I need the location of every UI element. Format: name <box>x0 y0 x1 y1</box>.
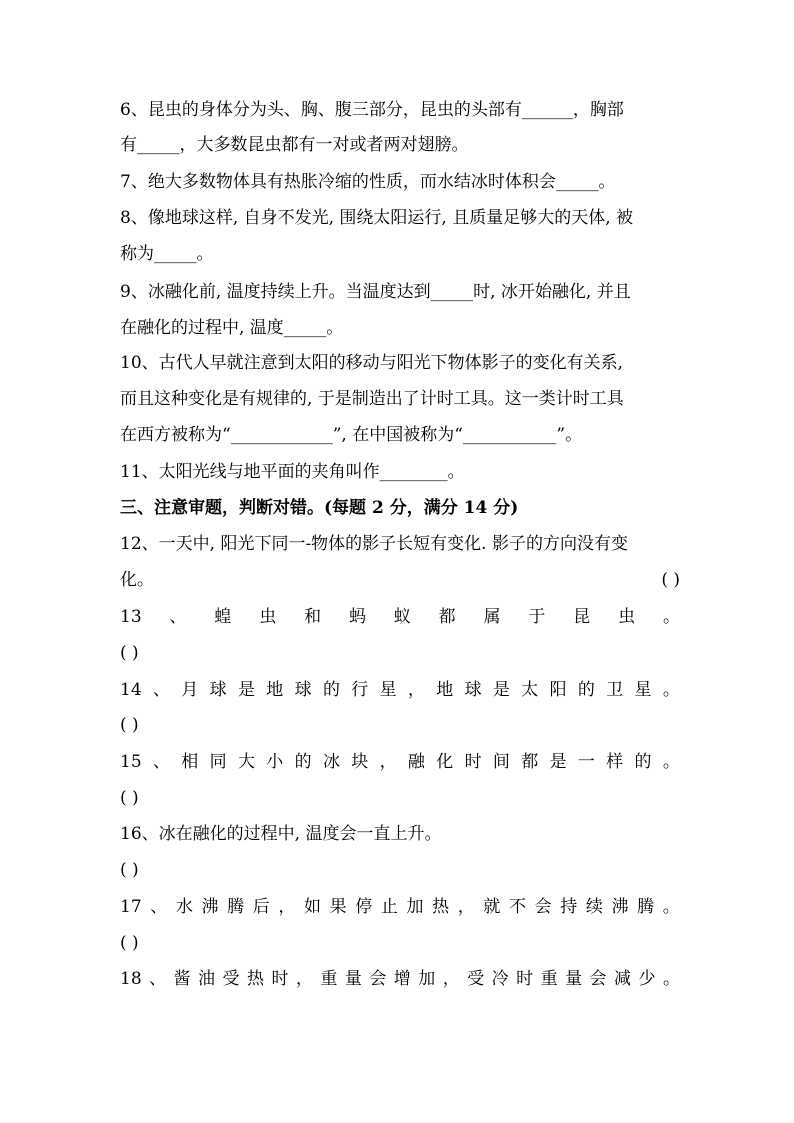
char: 化 <box>436 752 454 772</box>
char: 。 <box>662 969 680 989</box>
char: 持 <box>560 897 578 917</box>
char: 就 <box>483 897 501 917</box>
char: 不 <box>509 897 527 917</box>
char: 卫 <box>606 680 624 700</box>
char: 17 <box>120 897 142 917</box>
char: 蚁 <box>393 607 411 627</box>
char: 重 <box>540 969 558 989</box>
char: 如 <box>304 897 322 917</box>
char: 间 <box>492 752 510 772</box>
char: 。 <box>662 680 680 700</box>
question-9-line-1: 9、冰融化前, 温度持续上升。当温度达到_____时, 冰开始融化, 并且 <box>120 282 631 302</box>
char: 、 <box>149 969 167 989</box>
char: 水 <box>175 897 193 917</box>
answer-paren-12[interactable]: ( ) <box>661 570 680 590</box>
char: ， <box>278 897 296 917</box>
char: 时 <box>271 969 289 989</box>
question-10-line-1: 10、古代人早就注意到太阳的移动与阳光下物体影子的变化有关系, <box>120 353 624 373</box>
char: 受 <box>222 969 240 989</box>
char: 加 <box>418 969 436 989</box>
char: 续 <box>585 897 603 917</box>
char: ， <box>442 969 460 989</box>
answer-paren-17[interactable]: ( ) <box>120 933 139 953</box>
char: 和 <box>304 607 322 627</box>
char: 、 <box>169 607 187 627</box>
question-15 <box>120 750 680 774</box>
char: 后 <box>252 897 270 917</box>
char: 、 <box>152 752 170 772</box>
question-17 <box>120 895 680 919</box>
char: 大 <box>237 752 255 772</box>
char: 于 <box>528 607 546 627</box>
char: 小 <box>266 752 284 772</box>
char: 减 <box>614 969 632 989</box>
char: 样 <box>606 752 624 772</box>
char: 地 <box>266 680 284 700</box>
char: 时 <box>516 969 534 989</box>
char: 星 <box>634 680 652 700</box>
answer-paren-16[interactable]: ( ) <box>120 860 139 880</box>
char: 地 <box>436 680 454 700</box>
char: 腾 <box>637 897 655 917</box>
question-8-line-2: 称为_____。 <box>120 244 214 264</box>
char: 球 <box>294 680 312 700</box>
question-11: 11、太阳光线与地平面的夹角叫作________。 <box>120 462 465 482</box>
char: 14 <box>120 680 142 700</box>
char: 会 <box>369 969 387 989</box>
char: 都 <box>521 752 539 772</box>
char: 都 <box>438 607 456 627</box>
char: 13 <box>120 607 142 627</box>
char: 量 <box>344 969 362 989</box>
char: 果 <box>329 897 347 917</box>
char: 停 <box>355 897 373 917</box>
question-14 <box>120 678 680 702</box>
char: 融 <box>407 752 425 772</box>
char: 冰 <box>322 752 340 772</box>
char: ， <box>295 969 313 989</box>
char: 是 <box>492 680 510 700</box>
question-12-text: 化。 <box>120 570 154 590</box>
char: 球 <box>209 680 227 700</box>
char: 15 <box>120 752 142 772</box>
char: 重 <box>320 969 338 989</box>
char: 的 <box>577 680 595 700</box>
char: 、 <box>152 680 170 700</box>
section-three-heading: 三、注意审题，判断对错。(每题 2 分，满分 14 分) <box>120 498 519 518</box>
char: ， <box>379 752 397 772</box>
char: 止 <box>380 897 398 917</box>
char: 热 <box>246 969 264 989</box>
answer-paren-13[interactable]: ( ) <box>120 643 139 663</box>
char: 一 <box>577 752 595 772</box>
char: 少 <box>638 969 656 989</box>
char: 是 <box>237 680 255 700</box>
char: 相 <box>181 752 199 772</box>
question-18 <box>120 967 680 991</box>
question-12-line-1: 12、一天中, 阳光下同一-物体的影子长短有变化. 影子的方向没有变 <box>120 534 628 554</box>
char: 。 <box>662 607 680 627</box>
char: 酱 <box>173 969 191 989</box>
char: ， <box>457 897 475 917</box>
char: 阳 <box>549 680 567 700</box>
char: 沸 <box>611 897 629 917</box>
question-16: 16、冰在融化的过程中, 温度会一直上升。 <box>120 824 442 844</box>
char: 。 <box>662 752 680 772</box>
char: 块 <box>351 752 369 772</box>
question-10-line-2: 而且这种变化是有规律的, 于是制造出了计时工具。这一类计时工具 <box>120 389 624 409</box>
char: 行 <box>351 680 369 700</box>
char: 球 <box>464 680 482 700</box>
char: 沸 <box>201 897 219 917</box>
char: 蚂 <box>348 607 366 627</box>
char: 会 <box>534 897 552 917</box>
char: 月 <box>181 680 199 700</box>
answer-paren-15[interactable]: ( ) <box>120 788 139 808</box>
char: 受 <box>467 969 485 989</box>
char: 的 <box>294 752 312 772</box>
char: 昆 <box>573 607 591 627</box>
char: 太 <box>521 680 539 700</box>
question-6-line-1: 6、昆虫的身体分为头、胸、腹三部分，昆虫的头部有______，胸部 <box>120 100 624 120</box>
char: 星 <box>379 680 397 700</box>
question-8-line-1: 8、像地球这样, 自身不发光, 围绕太阳运行, 且质量足够大的天体, 被 <box>120 208 634 228</box>
char: 会 <box>589 969 607 989</box>
char: 。 <box>662 897 680 917</box>
question-13 <box>120 605 680 629</box>
char: 增 <box>393 969 411 989</box>
char: 加 <box>406 897 424 917</box>
question-12-line-2 <box>120 568 680 592</box>
char: 属 <box>483 607 501 627</box>
answer-paren-14[interactable]: ( ) <box>120 715 139 735</box>
char: 的 <box>322 680 340 700</box>
char: 的 <box>634 752 652 772</box>
char: 油 <box>198 969 216 989</box>
question-10-line-3: 在西方被称为“____________”, 在中国被称为“___________”。 <box>120 425 583 445</box>
char: 冷 <box>491 969 509 989</box>
question-7: 7、绝大多数物体具有热胀冷缩的性质，而水结冰时体积会_____。 <box>120 172 616 192</box>
question-9-line-2: 在融化的过程中, 温度_____。 <box>120 318 344 338</box>
char: 热 <box>432 897 450 917</box>
char: 腾 <box>227 897 245 917</box>
char: 同 <box>209 752 227 772</box>
question-6-line-2: 有_____，大多数昆虫都有一对或者两对翅膀。 <box>120 135 469 155</box>
char: 量 <box>565 969 583 989</box>
char: 18 <box>120 969 142 989</box>
char: 、 <box>150 897 168 917</box>
char: 虫 <box>259 607 277 627</box>
char: 时 <box>464 752 482 772</box>
char: 虫 <box>618 607 636 627</box>
char: 蝗 <box>214 607 232 627</box>
char: ， <box>407 680 425 700</box>
char: 是 <box>549 752 567 772</box>
